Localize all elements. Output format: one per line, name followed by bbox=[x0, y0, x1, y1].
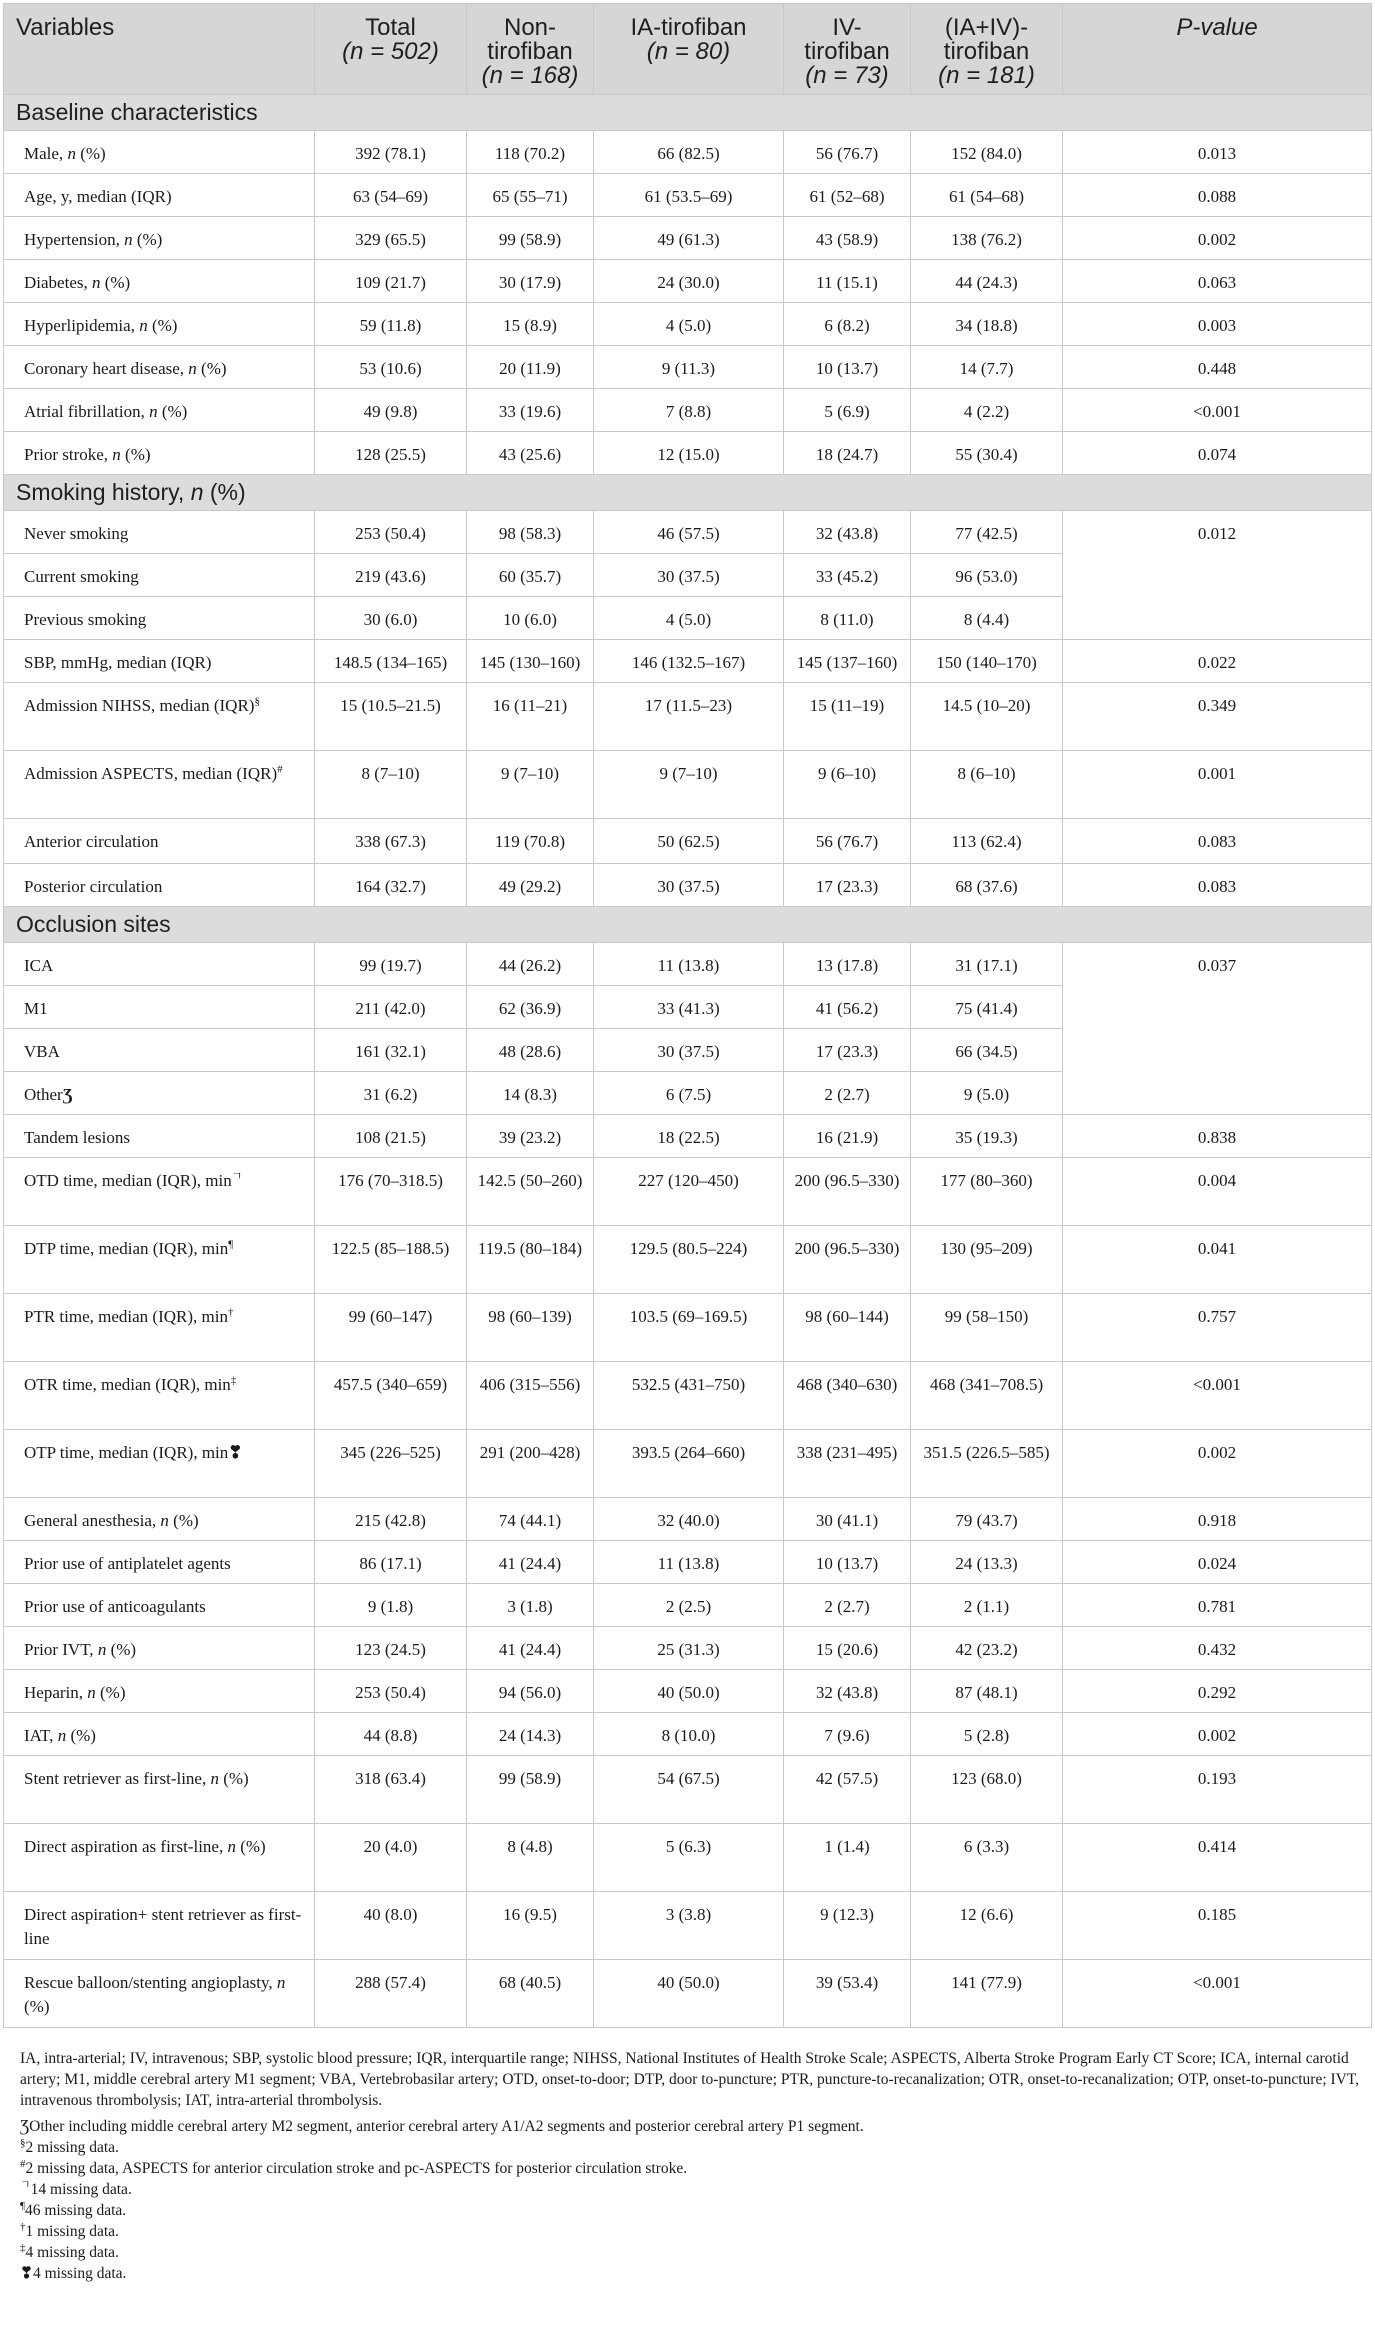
footnote-otp: ❣4 missing data. bbox=[20, 2265, 127, 2282]
table-header-row bbox=[4, 4, 1372, 95]
table-row: Male, n (%) 392 (78.1) 118 (70.2) 66 (82.5) 56 (76.7) 152 (84.0) 0.013 bbox=[4, 131, 1372, 174]
header-total: Total (n = 502) bbox=[315, 4, 467, 95]
table-row: Prior use of antiplatelet agents 86 (17.1) 41 (24.4) 11 (13.8) 10 (13.7) 24 (13.3) 0.024 bbox=[4, 1541, 1372, 1584]
section-smoking: Smoking history, n (%) bbox=[4, 475, 1372, 511]
footnote-nihss: §2 missing data. bbox=[20, 2136, 119, 2156]
table-row: Current smoking 219 (43.6) 60 (35.7) 30 (37.5) 33 (45.2) 96 (53.0) bbox=[4, 554, 1372, 597]
footnote-dtp: ¶46 missing data. bbox=[20, 2199, 127, 2219]
header-ia-iv-tirofiban: (IA+IV)-tirofiban (n = 181) bbox=[911, 4, 1063, 95]
footnote-otd: $^ㄱ$14 missing data. bbox=[20, 2178, 132, 2198]
table-row: Rescue balloon/stenting angioplasty, n (%) 288 (57.4) 68 (40.5) 40 (50.0) 39 (53.4) 141 (77.9) <0.001 bbox=[4, 1960, 1372, 2028]
footnote-other: ƷOther including middle cerebral artery M2 segment, anterior cerebral artery A1/A2 segments and posterior cerebral artery P1 segment. bbox=[20, 2116, 864, 2135]
section-occlusion: Occlusion sites bbox=[4, 907, 1372, 943]
table-row: VBA 161 (32.1) 48 (28.6) 30 (37.5) 17 (23.3) 66 (34.5) bbox=[4, 1029, 1372, 1072]
table-row: Posterior circulation 164 (32.7) 49 (29.2) 30 (37.5) 17 (23.3) 68 (37.6) 0.083 bbox=[4, 864, 1372, 907]
table-row: OTR time, median (IQR), min‡ 457.5 (340–659) 406 (315–556) 532.5 (431–750) 468 (340–630) 468 (341–708.5) <0.001 bbox=[4, 1362, 1372, 1430]
header-non-tirofiban: Non-tirofiban (n = 168) bbox=[467, 4, 594, 95]
table-row: Admission ASPECTS, median (IQR)# 8 (7–10) 9 (7–10) 9 (7–10) 9 (6–10) 8 (6–10) 0.001 bbox=[4, 751, 1372, 819]
table-row: General anesthesia, n (%) 215 (42.8) 74 (44.1) 32 (40.0) 30 (41.1) 79 (43.7) 0.918 bbox=[4, 1498, 1372, 1541]
table-row: OTP time, median (IQR), min❣ 345 (226–525) 291 (200–428) 393.5 (264–660) 338 (231–495) 351.5 (226.5–585) 0.002 bbox=[4, 1430, 1372, 1498]
table-row: DTP time, median (IQR), min¶ 122.5 (85–188.5) 119.5 (80–184) 129.5 (80.5–224) 200 (96.5–330) 130 (95–209) 0.041 bbox=[4, 1226, 1372, 1294]
table-row: ICA 99 (19.7) 44 (26.2) 11 (13.8) 13 (17.8) 31 (17.1) 0.037 bbox=[4, 943, 1372, 986]
table-row: IAT, n (%) 44 (8.8) 24 (14.3) 8 (10.0) 7 (9.6) 5 (2.8) 0.002 bbox=[4, 1713, 1372, 1756]
table-row: Heparin, n (%) 253 (50.4) 94 (56.0) 40 (50.0) 32 (43.8) 87 (48.1) 0.292 bbox=[4, 1670, 1372, 1713]
table-row: Diabetes, n (%) 109 (21.7) 30 (17.9) 24 (30.0) 11 (15.1) 44 (24.3) 0.063 bbox=[4, 260, 1372, 303]
footnote-ptr: †1 missing data. bbox=[20, 2220, 119, 2240]
table-row: Admission NIHSS, median (IQR)§ 15 (10.5–21.5) 16 (11–21) 17 (11.5–23) 15 (11–19) 14.5 (10–20) 0.349 bbox=[4, 683, 1372, 751]
header-variables: Variables bbox=[4, 4, 315, 95]
header-p-value: P-value bbox=[1063, 4, 1372, 95]
table-footnotes bbox=[20, 2048, 1360, 2284]
table-row: Hyperlipidemia, n (%) 59 (11.8) 15 (8.9) 4 (5.0) 6 (8.2) 34 (18.8) 0.003 bbox=[4, 303, 1372, 346]
table-row: Stent retriever as first-line, n (%) 318 (63.4) 99 (58.9) 54 (67.5) 42 (57.5) 123 (68.0) 0.193 bbox=[4, 1756, 1372, 1824]
footnote-aspects: #2 missing data, ASPECTS for anterior circulation stroke and pc-ASPECTS for posterior circulation stroke. bbox=[20, 2157, 688, 2177]
table-row: Hypertension, n (%) 329 (65.5) 99 (58.9) 49 (61.3) 43 (58.9) 138 (76.2) 0.002 bbox=[4, 217, 1372, 260]
table-row: Age, y, median (IQR) 63 (54–69) 65 (55–71) 61 (53.5–69) 61 (52–68) 61 (54–68) 0.088 bbox=[4, 174, 1372, 217]
table-row: OTD time, median (IQR), $\min^ㄱ$ 176 (70–318.5) 142.5 (50–260) 227 (120–450) 200 (96.5–330) 177 (80–360) 0.004 bbox=[4, 1158, 1372, 1226]
table-row: Anterior circulation 338 (67.3) 119 (70.8) 50 (62.5) 56 (76.7) 113 (62.4) 0.083 bbox=[4, 819, 1372, 864]
table-row: Direct aspiration as first-line, n (%) 20 (4.0) 8 (4.8) 5 (6.3) 1 (1.4) 6 (3.3) 0.414 bbox=[4, 1824, 1372, 1892]
table-row: Prior use of anticoagulants 9 (1.8) 3 (1.8) 2 (2.5) 2 (2.7) 2 (1.1) 0.781 bbox=[4, 1584, 1372, 1627]
footnote-otr: ‡4 missing data. bbox=[20, 2241, 119, 2261]
table-row: Prior stroke, n (%) 128 (25.5) 43 (25.6) 12 (15.0) 18 (24.7) 55 (30.4) 0.074 bbox=[4, 432, 1372, 475]
table-row: Tandem lesions 108 (21.5) 39 (23.2) 18 (22.5) 16 (21.9) 35 (19.3) 0.838 bbox=[4, 1115, 1372, 1158]
table-row: Prior IVT, n (%) 123 (24.5) 41 (24.4) 25 (31.3) 15 (20.6) 42 (23.2) 0.432 bbox=[4, 1627, 1372, 1670]
table-row: SBP, mmHg, median (IQR) 148.5 (134–165) 145 (130–160) 146 (132.5–167) 145 (137–160) 150 (140–170) 0.022 bbox=[4, 640, 1372, 683]
baseline-table bbox=[3, 3, 1372, 2028]
table-row: PTR time, median (IQR), min† 99 (60–147) 98 (60–139) 103.5 (69–169.5) 98 (60–144) 99 (58–150) 0.757 bbox=[4, 1294, 1372, 1362]
table-row: Atrial fibrillation, n (%) 49 (9.8) 33 (19.6) 7 (8.8) 5 (6.9) 4 (2.2) <0.001 bbox=[4, 389, 1372, 432]
table-row: M1 211 (42.0) 62 (36.9) 33 (41.3) 41 (56.2) 75 (41.4) bbox=[4, 986, 1372, 1029]
footnote-abbreviations: IA, intra-arterial; IV, intravenous; SBP, systolic blood pressure; IQR, interquartile range; NIHSS, National Institutes of Health Stroke Scale; ASPECTS, Alberta Stroke Program Early CT Score; ICA, internal carotid artery; M1, middle cerebral artery M1 segment; VBA, Vertebrobasilar artery; OTD, onset-to-door; DTP, door to-puncture; PTR, puncture-to-recanalization; OTR, onset-to-recanalization; OTP, onset-to-puncture; IVT, intravenous thrombolysis; IAT, intra-arterial thrombolysis. bbox=[20, 2050, 1360, 2109]
header-iv-tirofiban: IV-tirofiban (n = 73) bbox=[784, 4, 911, 95]
table-row: Coronary heart disease, n (%) 53 (10.6) 20 (11.9) 9 (11.3) 10 (13.7) 14 (7.7) 0.448 bbox=[4, 346, 1372, 389]
table-row: Direct aspiration+ stent retriever as first-line 40 (8.0) 16 (9.5) 3 (3.8) 9 (12.3) 12 (6.6) 0.185 bbox=[4, 1892, 1372, 1960]
section-baseline: Baseline characteristics bbox=[4, 95, 1372, 131]
table-row: Never smoking 253 (50.4) 98 (58.3) 46 (57.5) 32 (43.8) 77 (42.5) 0.012 bbox=[4, 511, 1372, 554]
table-row: OtherƷ 31 (6.2) 14 (8.3) 6 (7.5) 2 (2.7) 9 (5.0) bbox=[4, 1072, 1372, 1115]
table-row: Previous smoking 30 (6.0) 10 (6.0) 4 (5.0) 8 (11.0) 8 (4.4) bbox=[4, 597, 1372, 640]
header-ia-tirofiban: IA-tirofiban (n = 80) bbox=[594, 4, 784, 95]
